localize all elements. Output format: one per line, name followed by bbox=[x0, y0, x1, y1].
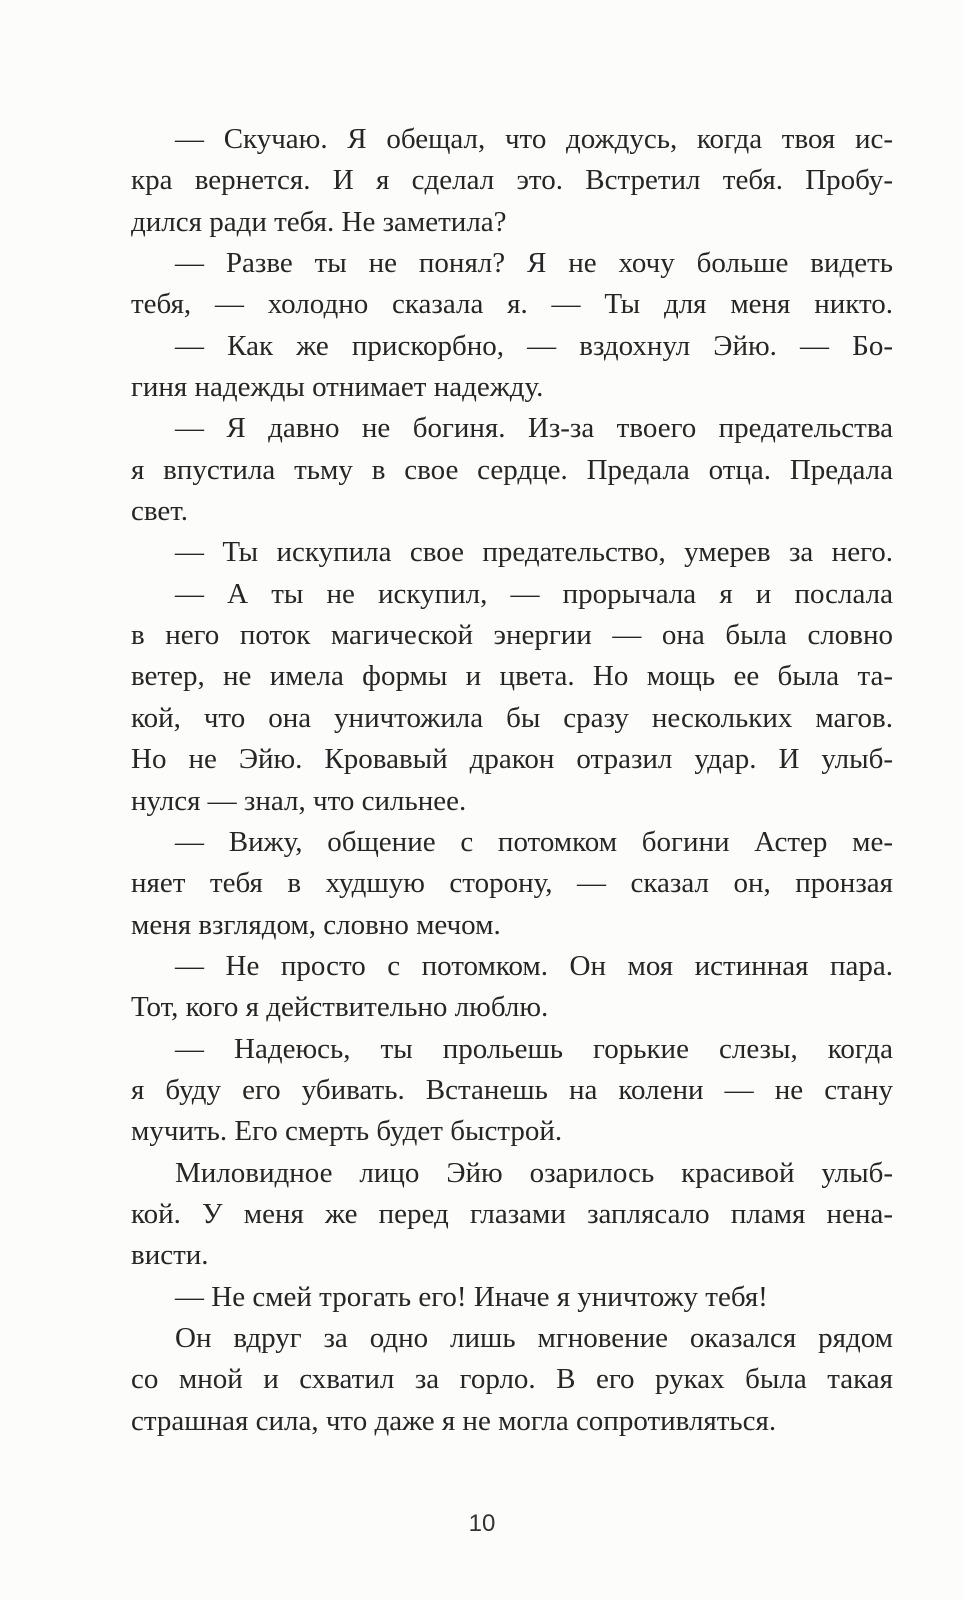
page-body-text bbox=[131, 119, 893, 1442]
text-line: свет. bbox=[131, 495, 189, 528]
text-line: — Скучаю. Я обещал, что дождусь, когда твоя ис- bbox=[175, 123, 893, 155]
text-line: — Ты искупила свое предательство, умерев за него. bbox=[175, 536, 893, 569]
text-line: — Не смей трогать его! Иначе я уничтожу тебя! bbox=[175, 1280, 768, 1313]
text-line: кой, что она уничтожила бы сразу нескольких магов. bbox=[131, 701, 893, 734]
text-line: кой. У меня же перед глазами заплясало пламя нена- bbox=[131, 1197, 893, 1230]
text-line: дился ради тебя. Не заметила? bbox=[131, 205, 507, 238]
text-line: страшная сила, что даже я не могла сопротивляться. bbox=[131, 1404, 777, 1437]
text-line: висти. bbox=[131, 1239, 209, 1272]
text-line: я впустила тьму в свое сердце. Предала отца. Предала bbox=[131, 453, 893, 486]
text-line: нулся — знал, что сильнее. bbox=[131, 784, 467, 817]
text-line: — Не просто с потомком. Он моя истинная пара. bbox=[175, 949, 893, 982]
text-line: — Вижу, общение с потомком богини Астер ме- bbox=[175, 825, 893, 858]
text-line: — Надеюсь, ты прольешь горькие слезы, когда bbox=[175, 1032, 893, 1065]
text-line: кра вернется. И я сделал это. Встретил тебя. Пробу- bbox=[131, 164, 893, 197]
text-line: я буду его убивать. Встанешь на колени — не стану bbox=[131, 1073, 893, 1106]
text-line: — Разве ты не понял? Я не хочу больше видеть bbox=[175, 247, 893, 280]
text-line: гиня надежды отнимает надежду. bbox=[131, 371, 544, 404]
text-line: в него поток магической энергии — она была словно bbox=[131, 619, 893, 652]
text-line: мучить. Его смерть будет быстрой. bbox=[131, 1115, 563, 1148]
text-line: — Я давно не богиня. Из-за твоего предательства bbox=[175, 412, 893, 445]
text-line: Он вдруг за одно лишь мгновение оказался рядом bbox=[175, 1321, 893, 1354]
page-number: 10 bbox=[468, 1510, 496, 1537]
text-line: — Как же прискорбно, — вздохнул Эйю. — Бо- bbox=[175, 329, 893, 362]
text-line: няет тебя в худшую сторону, — сказал он, пронзая bbox=[131, 867, 893, 900]
text-line: Но не Эйю. Кровавый дракон отразил удар. И улыб- bbox=[131, 743, 893, 776]
text-line: — А ты не искупил, — прорычала я и послала bbox=[175, 577, 893, 610]
text-line: ветер, не имела формы и цвета. Но мощь ее была та- bbox=[131, 660, 893, 693]
text-line: Миловидное лицо Эйю озарилось красивой улыб- bbox=[175, 1156, 893, 1189]
text-line: со мной и схватил за горло. В его руках была такая bbox=[131, 1363, 893, 1396]
text-line: Тот, кого я действительно люблю. bbox=[131, 991, 549, 1024]
text-line: тебя, — холодно сказала я. — Ты для меня никто. bbox=[131, 288, 893, 321]
text-line: меня взглядом, словно мечом. bbox=[131, 908, 501, 941]
